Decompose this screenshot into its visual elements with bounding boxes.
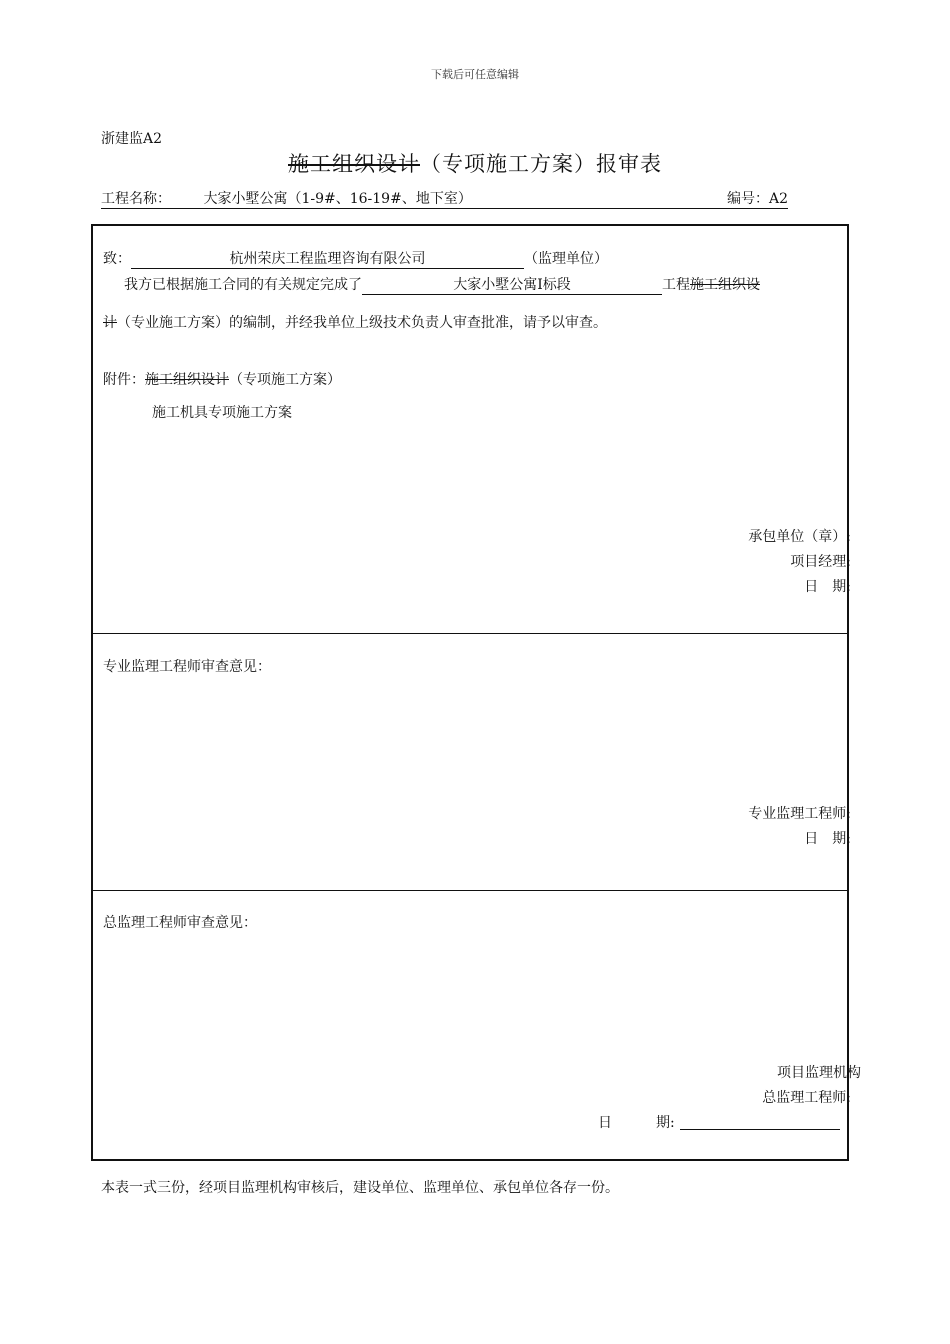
chief-date-label-2: 期: xyxy=(656,1115,675,1131)
form-title xyxy=(0,148,950,178)
chief-date-label-1: 日 xyxy=(598,1115,612,1131)
supervision-org-label: 项目监理机构 xyxy=(777,1065,861,1081)
attachment-line xyxy=(103,369,341,389)
chief-opinion-heading: 总监理工程师审查意见： xyxy=(103,915,257,931)
project-name: 大家小墅公寓（1-9#、16-19#、地下室） xyxy=(203,191,472,207)
to-label: 致： xyxy=(103,251,131,267)
form-code: 浙建监A2 xyxy=(101,131,163,147)
chief-engineer-label: 总监理工程师: xyxy=(762,1090,851,1106)
project-section: 大家小墅公寓Ⅰ标段 xyxy=(362,274,662,295)
contractor-seal-label: 承包单位（章）: xyxy=(748,529,851,545)
supervisor-company: 杭州荣庆工程监理咨询有限公司 xyxy=(131,248,524,269)
supervisor-suffix: （监理单位） xyxy=(524,251,608,267)
specialist-engineer-label: 专业监理工程师: xyxy=(748,806,851,822)
addressee-line xyxy=(103,248,608,269)
project-manager-label: 项目经理: xyxy=(790,554,851,570)
statement-line-1 xyxy=(124,274,760,295)
form-table xyxy=(91,224,861,1161)
statement-line-2 xyxy=(103,312,607,332)
footer-note: 本表一式三份，经项目监理机构审核后，建设单位、监理单位、承包单位各存一份。 xyxy=(101,1180,619,1196)
statement-rest: （专业施工方案）的编制，并经我单位上级技术负责人审查批准，请予以审查。 xyxy=(117,315,607,331)
project-number: 编号：A2 xyxy=(726,191,788,207)
attachment-label: 附件： xyxy=(103,372,145,388)
section-divider-1 xyxy=(93,633,847,634)
specialist-opinion-heading: 专业监理工程师审查意见： xyxy=(103,659,271,675)
statement-mid: 工程 xyxy=(662,277,690,293)
statement-struck-1: 施工组织设 xyxy=(690,277,760,293)
attachment-item: 施工机具专项施工方案 xyxy=(152,405,292,421)
section-divider-2 xyxy=(93,890,847,891)
statement-struck-2: 计 xyxy=(103,315,117,331)
specialist-date-label: 日 期: xyxy=(804,831,851,847)
title-rest-text: （专项施工方案）报审表 xyxy=(420,152,662,176)
title-struck-text: 施工组织设计 xyxy=(288,152,420,176)
project-label: 工程名称： xyxy=(101,191,171,207)
header-note: 下载后可任意编辑 xyxy=(431,68,519,81)
project-line xyxy=(101,188,788,209)
statement-prefix: 我方已根据施工合同的有关规定完成了 xyxy=(124,277,362,293)
attachment-struck: 施工组织设计 xyxy=(145,372,229,388)
chief-date-field[interactable] xyxy=(680,1129,840,1130)
attachment-rest: （专项施工方案） xyxy=(229,372,341,388)
contractor-date-label: 日 期: xyxy=(804,579,851,595)
